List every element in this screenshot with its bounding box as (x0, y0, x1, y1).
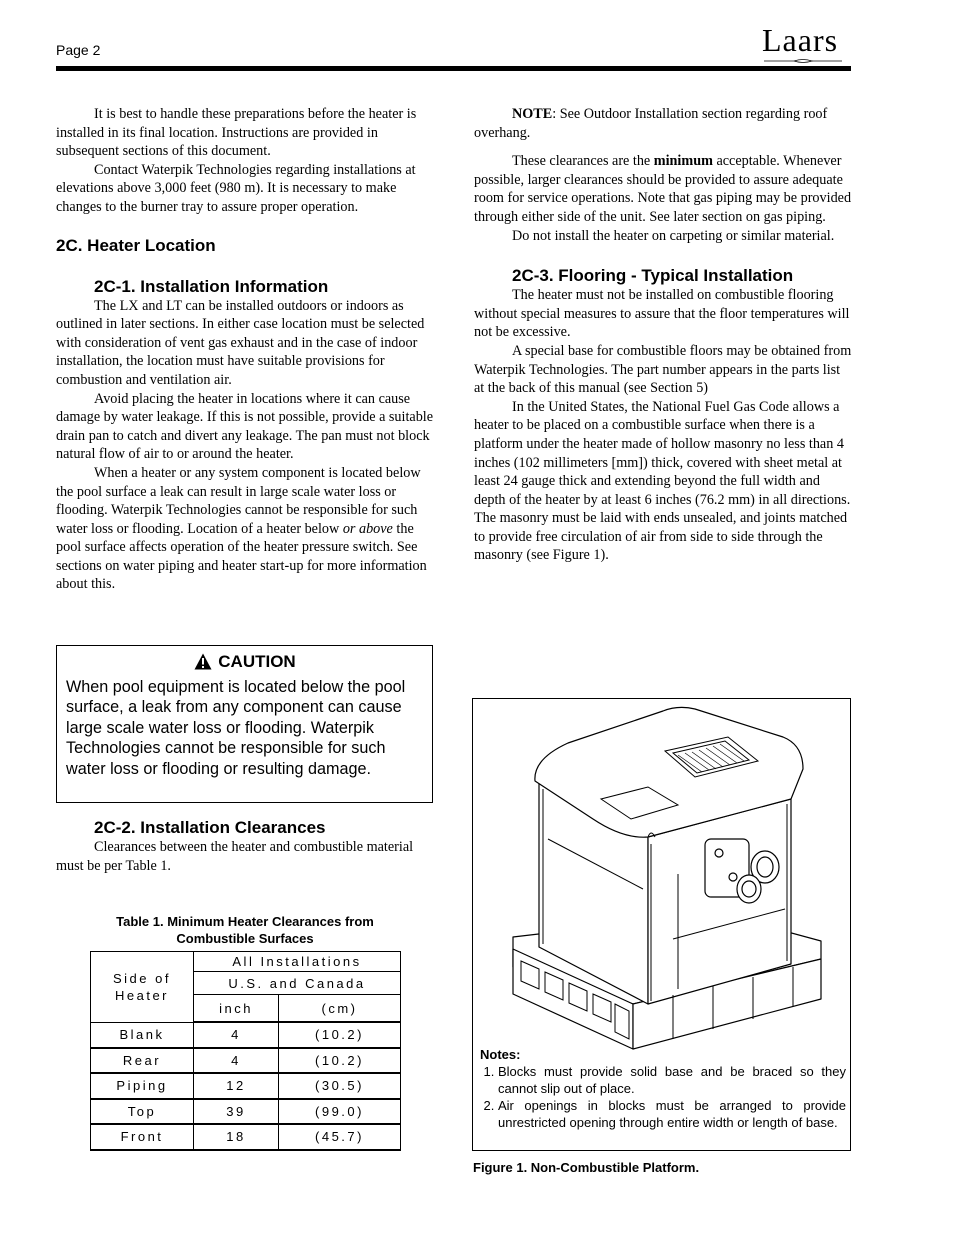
body-paragraph (56, 464, 434, 594)
section-heading-2c3: 2C-3. Flooring - Typical Installation (512, 266, 794, 286)
table-header-inch: inch (194, 995, 279, 1023)
table-cell-side: Top (91, 1099, 194, 1125)
table-cell-cm: (10.2) (279, 1022, 401, 1048)
list-item: 1. Blocks must provide solid base and be braced so they cannot slip out of place. (498, 1063, 846, 1097)
section-heading-2c1: 2C-1. Installation Information (94, 276, 329, 296)
table-cell-cm: (10.2) (279, 1048, 401, 1074)
caution-title: CAUTION (218, 652, 296, 671)
table-row (91, 1073, 401, 1099)
body-paragraph: Clearances between the heater and combustible material must be per Table 1. (56, 839, 414, 874)
notes-title: Notes: (480, 1047, 521, 1062)
text-run: These clearances are the (512, 153, 654, 170)
text-run: the pool surface affects operation of the heater pressure switch. See sections on water piping and heater start-up for more information about this. (56, 520, 427, 593)
body-paragraph: A special base for combustible floors may be obtained from Waterpik Technologies. The part number appears in the parts list at the back of this manual (see Section 5) (474, 342, 852, 397)
text-run: acceptable. Whenever possible, larger clearances should be provided to assure adequate room for service operations. Note that gas piping may be provided through either side of the unit. See later section on gas piping. (474, 153, 852, 225)
body-paragraph: In the United States, the National Fuel Gas Code allows a heater to be placed on a combustible surface when there is a platform under the heater made of hollow masonry no less than 4 inches (102 millimeters [mm]) thick, covered with sheet metal at least 24 gauge thick and extending beyond the full width and depth of the heater by at least 6 inches (76.2 mm) in all directions. The masonry must be laid with ends unsealed, and joints matched to provide free circulation of air from side to side through the masonry (see Figure 1). (474, 398, 851, 564)
section-heading-2c: 2C. Heater Location (56, 235, 216, 255)
table-cell-inch: 4 (194, 1048, 279, 1074)
table-caption-line: Table 1. Minimum Heater Clearances from (116, 914, 374, 929)
table-caption-line: Combustible Surfaces (176, 931, 314, 946)
clearance-table (90, 951, 401, 1151)
emphasis-text: or above (342, 520, 393, 537)
table-cell-side: Blank (91, 1022, 194, 1048)
body-paragraph (474, 152, 852, 226)
caution-text: When pool equipment is located below the pool surface, a leak from any component can cause large scale water loss or flooding. Waterpik Technologies cannot be responsible for such water loss or flooding or resulting damage. (66, 677, 406, 778)
table-header-side: Side of Heater (91, 952, 194, 1023)
table-row (91, 1022, 401, 1048)
caution-box (56, 645, 433, 803)
table-cell-side: Rear (91, 1048, 194, 1074)
note-paragraph (474, 105, 852, 142)
paragraph-gap (474, 142, 852, 152)
header-rule (56, 66, 851, 71)
table-header-region: U.S. and Canada (194, 972, 401, 995)
intro-paragraph: Contact Waterpik Technologies regarding installations at elevations above 3,000 feet (980 m). It is necessary to make changes to the burner tray to assure proper operation. (56, 161, 416, 215)
intro-paragraph: It is best to handle these preparations before the heater is installed in its final location. Instructions are provided in subsequent sections of this document. (56, 106, 417, 160)
table-cell-cm: (45.7) (279, 1124, 401, 1150)
figure-notes (480, 1046, 846, 1131)
table-cell-inch: 18 (194, 1124, 279, 1150)
body-paragraph: Do not install the heater on carpeting or similar material. (512, 227, 835, 244)
body-paragraph: The heater must not be installed on combustible flooring without special measures to assure that the floor temperatures will not be excessive. (474, 287, 850, 341)
bold-text: minimum (653, 153, 713, 170)
table-row (91, 1099, 401, 1125)
table-cell-inch: 4 (194, 1022, 279, 1048)
table-row (91, 1048, 401, 1074)
left-column (56, 105, 434, 594)
table-cell-side: Piping (91, 1073, 194, 1099)
table-cell-cm: (99.0) (279, 1099, 401, 1125)
right-column (474, 105, 852, 565)
figure-caption: Figure 1. Non-Combustible Platform. (473, 1160, 700, 1175)
note-label: NOTE (512, 106, 553, 122)
clearances-section (56, 818, 434, 875)
table-cell-cm: (30.5) (279, 1073, 401, 1099)
table-cell-inch: 39 (194, 1099, 279, 1125)
list-item: 2. Air openings in blocks must be arranged to provide unrestricted opening through entire width or length of base. (498, 1097, 846, 1131)
table-cell-side: Front (91, 1124, 194, 1150)
caution-heading (66, 652, 424, 673)
section-heading-2c2: 2C-2. Installation Clearances (94, 818, 326, 837)
table-header-cm: (cm) (279, 995, 401, 1023)
notes-list (480, 1063, 846, 1131)
text-run: : See Outdoor Installation section regarding roof overhang. (474, 106, 828, 141)
table-row (91, 1124, 401, 1150)
table-caption (90, 913, 400, 947)
table-header-all: All Installations (194, 952, 401, 972)
warning-icon (194, 653, 212, 670)
table-cell-inch: 12 (194, 1073, 279, 1099)
body-paragraph: Avoid placing the heater in locations where it can cause damage by water leakage. If this is not possible, provide a suitable drain pan to catch and divert any leakage. The pan must not block natural flow of air to or around the heater. (56, 390, 434, 463)
brand-logo: Laars (762, 22, 839, 58)
body-paragraph: The LX and LT can be installed outdoors or indoors as outlined in later sections. In either case location must be selected with consideration of vent gas exhaust and in the case of indoor installation, the location must have suitable provisions for combustion and ventilation air. (56, 297, 425, 388)
page-number: Page 2 (56, 42, 101, 58)
logo-swoosh (764, 58, 842, 64)
text-run: When a heater or any system component is located below the pool surface a leak can result in large scale water loss or flooding. Waterpik Technologies cannot be responsible for such water loss or flooding. Location of a heater below (56, 464, 421, 537)
